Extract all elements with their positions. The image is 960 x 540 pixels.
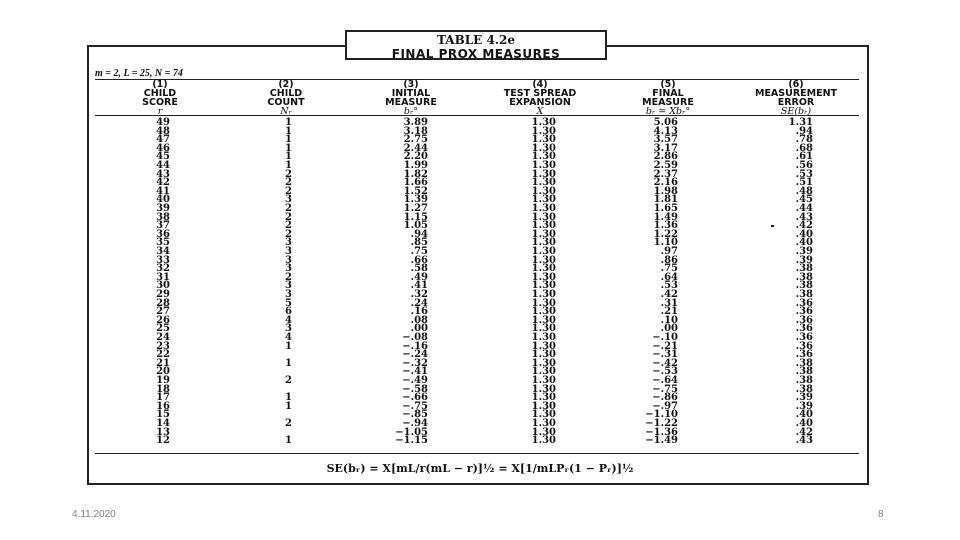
cell-final-measure: 2.59 <box>653 160 678 171</box>
cell-initial-measure: 1.82 <box>403 168 428 180</box>
cell-expansion: 1.30 <box>531 418 556 429</box>
cell-error: .39 <box>795 392 813 404</box>
cell-count: 4 <box>285 332 292 343</box>
cell-error: .36 <box>795 323 813 335</box>
cell-expansion: 1.30 <box>531 306 556 318</box>
cell-final-measure: .42 <box>660 289 678 300</box>
cell-final-measure: .64 <box>660 271 678 283</box>
cell-count: 2 <box>285 185 292 197</box>
cell-score: 22 <box>156 349 170 361</box>
cell-final-measure: 1.36 <box>653 220 678 232</box>
cell-final-measure: .10 <box>660 314 678 326</box>
cell-score: 37 <box>156 220 170 232</box>
cell-final-measure: −.86 <box>652 392 678 404</box>
cell-final-measure: −1.10 <box>645 409 678 421</box>
cell-error: .40 <box>795 409 813 421</box>
cell-score: 29 <box>156 289 170 300</box>
cell-final-measure: .75 <box>660 263 678 275</box>
cell-score: 16 <box>156 400 170 412</box>
cell-error: .40 <box>795 418 813 429</box>
cell-expansion: 1.30 <box>531 263 556 275</box>
cell-initial-measure: 3.18 <box>403 125 428 137</box>
cell-final-measure: 1.22 <box>653 228 678 240</box>
cell-initial-measure: 1.27 <box>403 203 428 214</box>
column-header-2-line2: COUNT <box>267 97 305 108</box>
cell-initial-measure: −.24 <box>402 349 428 361</box>
column-header-2-sym: Nᵣ <box>280 106 292 117</box>
cell-error: .38 <box>795 289 813 300</box>
column-header-3-sym: bᵣ° <box>403 106 419 117</box>
cell-initial-measure: 1.99 <box>403 160 428 171</box>
cell-score: 19 <box>156 375 170 386</box>
cell-error: .43 <box>795 435 813 447</box>
cell-expansion: 1.30 <box>531 160 556 171</box>
cell-error: .38 <box>795 383 813 395</box>
cell-final-measure: 2.37 <box>653 168 678 180</box>
cell-expansion: 1.30 <box>531 349 556 361</box>
cell-initial-measure: 1.66 <box>403 177 428 189</box>
cell-error: .39 <box>795 400 813 412</box>
cell-expansion: 1.30 <box>531 134 556 146</box>
cell-score: 49 <box>156 117 170 128</box>
cell-score: 12 <box>156 435 170 447</box>
cell-expansion: 1.30 <box>531 340 556 352</box>
cell-expansion: 1.30 <box>531 254 556 266</box>
cell-score: 39 <box>156 203 170 214</box>
column-header-6-num: (6) <box>788 79 804 90</box>
cell-score: 40 <box>156 194 170 206</box>
cell-initial-measure: .24 <box>410 297 428 309</box>
cell-error: .68 <box>795 142 813 154</box>
cell-expansion: 1.30 <box>531 409 556 421</box>
cell-score: 20 <box>156 366 170 378</box>
cell-expansion: 1.30 <box>531 237 556 249</box>
cell-error: .38 <box>795 280 813 292</box>
cell-error: .43 <box>795 211 813 223</box>
cell-count: 1 <box>285 134 292 146</box>
cell-error: .40 <box>795 237 813 249</box>
cell-final-measure: −1.22 <box>645 418 678 429</box>
cell-count: 1 <box>285 400 292 412</box>
cell-final-measure: .31 <box>660 297 678 309</box>
cell-initial-measure: 1.52 <box>403 185 428 197</box>
column-header-2-num: (2) <box>278 79 294 90</box>
column-header-4-line1: TEST SPREAD <box>503 88 577 99</box>
column-header-5 <box>613 80 723 116</box>
cell-final-measure: 2.86 <box>653 151 678 163</box>
cell-expansion: 1.30 <box>531 151 556 163</box>
cell-count: 1 <box>285 160 292 171</box>
cell-error: .94 <box>795 125 813 137</box>
cell-initial-measure: −.16 <box>402 340 428 352</box>
cell-score: 45 <box>156 151 170 163</box>
cell-error: .42 <box>795 426 813 438</box>
cell-count: 3 <box>285 280 292 292</box>
cell-score: 18 <box>156 383 170 395</box>
cell-error: .45 <box>795 194 813 206</box>
column-header-3-line1: INITIAL <box>391 88 431 99</box>
cell-expansion: 1.30 <box>531 203 556 214</box>
cell-error: .42 <box>795 220 813 232</box>
cell-score: 23 <box>156 340 170 352</box>
cell-expansion: 1.30 <box>531 426 556 438</box>
column-header-2-line1: CHILD <box>269 88 303 99</box>
cell-final-measure: .86 <box>660 254 678 266</box>
cell-expansion: 1.30 <box>531 383 556 395</box>
cell-score: 15 <box>156 409 170 421</box>
cell-error: .38 <box>795 375 813 386</box>
column-header-5-sym: bᵣ = Xbᵣ° <box>645 106 691 117</box>
cell-expansion: 1.30 <box>531 280 556 292</box>
cell-error: .53 <box>795 168 813 180</box>
cell-count: 3 <box>285 263 292 275</box>
cell-initial-measure: 2.75 <box>403 134 428 146</box>
cell-count: 1 <box>285 435 292 447</box>
cell-final-measure: −.97 <box>652 400 678 412</box>
cell-expansion: 1.30 <box>531 142 556 154</box>
column-header-3-line2: MEASURE <box>385 97 437 108</box>
cell-count: 2 <box>285 203 292 214</box>
cell-count: 2 <box>285 375 292 386</box>
cell-final-measure: −.10 <box>652 332 678 343</box>
cell-score: 38 <box>156 211 170 223</box>
cell-score: 21 <box>156 357 170 369</box>
cell-count: 2 <box>285 418 292 429</box>
cell-initial-measure: .08 <box>410 314 428 326</box>
cell-initial-measure: −.32 <box>402 357 428 369</box>
column-header-1-line2: SCORE <box>142 97 178 108</box>
column-header-6-sym: SE(bᵣ) <box>780 106 812 117</box>
cell-count: 5 <box>285 297 292 309</box>
table-number: TABLE 4.2e <box>437 33 515 47</box>
cell-score: 34 <box>156 246 170 257</box>
cell-count: 3 <box>285 237 292 249</box>
column-header-4-sym: X <box>536 106 544 117</box>
cell-initial-measure: .00 <box>410 323 428 335</box>
cell-final-measure: −.64 <box>652 375 678 386</box>
cell-initial-measure: .85 <box>410 237 428 249</box>
rule-body-bottom <box>95 453 859 454</box>
cell-initial-measure: −.08 <box>402 332 428 343</box>
cell-initial-measure: −.75 <box>402 400 428 412</box>
rule-header-bottom <box>95 115 859 116</box>
cell-final-measure: 3.57 <box>653 134 678 146</box>
cell-score: 13 <box>156 426 170 438</box>
cell-initial-measure: −1.15 <box>395 435 428 447</box>
cell-count: 1 <box>285 151 292 163</box>
cell-count: 6 <box>285 306 292 318</box>
cell-error: .36 <box>795 297 813 309</box>
cell-error: .36 <box>795 332 813 343</box>
table-caption <box>345 30 607 60</box>
cell-initial-measure: .58 <box>410 263 428 275</box>
cell-score: 27 <box>156 306 170 318</box>
cell-count: 1 <box>285 142 292 154</box>
column-header-5-line2: MEASURE <box>642 97 694 108</box>
cell-initial-measure: −.41 <box>402 366 428 378</box>
cell-final-measure: .53 <box>660 280 678 292</box>
cell-error: .38 <box>795 271 813 283</box>
cell-initial-measure: −.58 <box>402 383 428 395</box>
column-header-3-num: (3) <box>403 79 419 90</box>
column-header-5-line1: FINAL <box>652 88 684 99</box>
cell-count: 3 <box>285 194 292 206</box>
cell-count: 2 <box>285 168 292 180</box>
cell-initial-measure: 1.15 <box>403 211 428 223</box>
cell-initial-measure: .75 <box>410 246 428 257</box>
column-header-6-line1: MEASUREMENT <box>754 88 838 99</box>
cell-error: .39 <box>795 254 813 266</box>
cell-error: .38 <box>795 263 813 275</box>
cell-expansion: 1.30 <box>531 117 556 128</box>
cell-error: .36 <box>795 349 813 361</box>
cell-initial-measure: 1.39 <box>403 194 428 206</box>
cell-score: 30 <box>156 280 170 292</box>
cell-final-measure: 1.81 <box>653 194 678 206</box>
cell-expansion: 1.30 <box>531 220 556 232</box>
cell-final-measure: −1.36 <box>645 426 678 438</box>
cell-final-measure: −.53 <box>652 366 678 378</box>
cell-error: .38 <box>795 366 813 378</box>
cell-expansion: 1.30 <box>531 271 556 283</box>
cell-initial-measure: −1.05 <box>395 426 428 438</box>
cell-initial-measure: .66 <box>410 254 428 266</box>
cell-score: 41 <box>156 185 170 197</box>
cell-final-measure: 1.49 <box>653 211 678 223</box>
cell-score: 36 <box>156 228 170 240</box>
cell-error: .61 <box>795 151 813 163</box>
cell-expansion: 1.30 <box>531 297 556 309</box>
cell-score: 33 <box>156 254 170 266</box>
cell-initial-measure: −.66 <box>402 392 428 404</box>
cell-expansion: 1.30 <box>531 357 556 369</box>
cell-count: 2 <box>285 220 292 232</box>
cell-count: 1 <box>285 117 292 128</box>
cell-error: 1.31 <box>788 117 813 128</box>
cell-final-measure: .97 <box>660 246 678 257</box>
table-parameters: m = 2, L = 25, N = 74 <box>95 68 183 79</box>
cell-initial-measure: .32 <box>410 289 428 300</box>
cell-error: .36 <box>795 340 813 352</box>
cell-initial-measure: 3.89 <box>403 117 428 128</box>
cell-expansion: 1.30 <box>531 125 556 137</box>
cell-final-measure: −.42 <box>652 357 678 369</box>
column-header-5-num: (5) <box>660 79 676 90</box>
cell-count: 1 <box>285 340 292 352</box>
cell-score: 31 <box>156 271 170 283</box>
cell-expansion: 1.30 <box>531 366 556 378</box>
cell-expansion: 1.30 <box>531 185 556 197</box>
cell-expansion: 1.30 <box>531 194 556 206</box>
column-header-6-line2: ERROR <box>777 97 815 108</box>
cell-final-measure: 1.98 <box>653 185 678 197</box>
cell-count: 3 <box>285 323 292 335</box>
cell-count: 1 <box>285 392 292 404</box>
cell-count: 3 <box>285 246 292 257</box>
cell-score: 47 <box>156 134 170 146</box>
cell-error: .56 <box>795 160 813 171</box>
cell-expansion: 1.30 <box>531 332 556 343</box>
cell-initial-measure: 1.05 <box>403 220 428 232</box>
cell-final-measure: 1.10 <box>653 237 678 249</box>
slide-page-number: 8 <box>878 509 884 520</box>
cell-final-measure: 1.65 <box>653 203 678 214</box>
cell-count: 1 <box>285 357 292 369</box>
cell-final-measure: −.21 <box>652 340 678 352</box>
cell-expansion: 1.30 <box>531 228 556 240</box>
column-header-6 <box>726 80 866 116</box>
cell-count: 2 <box>285 177 292 189</box>
cell-initial-measure: .41 <box>410 280 428 292</box>
cell-score: 32 <box>156 263 170 275</box>
cell-initial-measure: −.49 <box>402 375 428 386</box>
cell-score: 46 <box>156 142 170 154</box>
column-header-1-sym: r <box>157 106 163 117</box>
cell-expansion: 1.30 <box>531 435 556 447</box>
column-header-4-num: (4) <box>532 79 548 90</box>
cell-count: 4 <box>285 314 292 326</box>
cell-expansion: 1.30 <box>531 375 556 386</box>
cell-final-measure: 3.17 <box>653 142 678 154</box>
cell-error: .44 <box>795 203 813 214</box>
column-header-1-num: (1) <box>152 79 168 90</box>
cell-initial-measure: .16 <box>410 306 428 318</box>
cell-score: 24 <box>156 332 170 343</box>
cell-expansion: 1.30 <box>531 392 556 404</box>
cell-score: 17 <box>156 392 170 404</box>
cell-count: 2 <box>285 271 292 283</box>
cell-score: 26 <box>156 314 170 326</box>
cell-count: 3 <box>285 289 292 300</box>
cell-score: 14 <box>156 418 170 429</box>
column-header-4 <box>480 80 600 116</box>
column-header-1 <box>115 80 205 116</box>
cell-final-measure: −1.49 <box>645 435 678 447</box>
cell-expansion: 1.30 <box>531 177 556 189</box>
cell-initial-measure: .49 <box>410 271 428 283</box>
standard-error-formula: SE(bᵣ) = X[mL/r(mL − r)]½ = X[1/mLPᵣ(1 − Pᵣ)]½ <box>326 462 634 475</box>
cell-final-measure: −.75 <box>652 383 678 395</box>
cell-count: 2 <box>285 228 292 240</box>
cell-error: .40 <box>795 228 813 240</box>
cell-expansion: 1.30 <box>531 211 556 223</box>
cell-count: 2 <box>285 211 292 223</box>
cell-error: .78 <box>795 134 813 146</box>
cell-initial-measure: 2.44 <box>403 142 428 154</box>
cell-initial-measure: −.85 <box>402 409 428 421</box>
cell-final-measure: 4.13 <box>653 125 678 137</box>
cell-final-measure: .21 <box>660 306 678 318</box>
column-header-2 <box>241 80 331 116</box>
cell-score: 28 <box>156 297 170 309</box>
cell-score: 48 <box>156 125 170 137</box>
cell-expansion: 1.30 <box>531 314 556 326</box>
cell-score: 44 <box>156 160 170 171</box>
cell-expansion: 1.30 <box>531 323 556 335</box>
cell-expansion: 1.30 <box>531 289 556 300</box>
cell-final-measure: .00 <box>660 323 678 335</box>
cell-initial-measure: .94 <box>410 228 428 240</box>
cell-error: .36 <box>795 314 813 326</box>
column-header-1-line1: CHILD <box>143 88 177 99</box>
cell-initial-measure: 2.20 <box>403 151 428 163</box>
cell-final-measure: −.31 <box>652 349 678 361</box>
cell-count: 1 <box>285 125 292 137</box>
cell-error: .36 <box>795 306 813 318</box>
slide-date: 4.11.2020 <box>72 509 116 520</box>
cell-score: 43 <box>156 168 170 180</box>
cell-error: .48 <box>795 185 813 197</box>
column-header-3 <box>356 80 466 116</box>
print-speck <box>771 225 774 227</box>
cell-final-measure: 2.16 <box>653 177 678 189</box>
column-header-4-line2: EXPANSION <box>509 97 571 108</box>
cell-error: .51 <box>795 177 813 189</box>
cell-expansion: 1.30 <box>531 246 556 257</box>
table-title: FINAL PROX MEASURES <box>391 47 561 61</box>
cell-expansion: 1.30 <box>531 168 556 180</box>
cell-score: 42 <box>156 177 170 189</box>
cell-error: .39 <box>795 246 813 257</box>
cell-final-measure: 5.06 <box>653 117 678 128</box>
cell-initial-measure: −.94 <box>402 418 428 429</box>
cell-error: .38 <box>795 357 813 369</box>
cell-score: 25 <box>156 323 170 335</box>
cell-score: 35 <box>156 237 170 249</box>
cell-count: 3 <box>285 254 292 266</box>
cell-expansion: 1.30 <box>531 400 556 412</box>
